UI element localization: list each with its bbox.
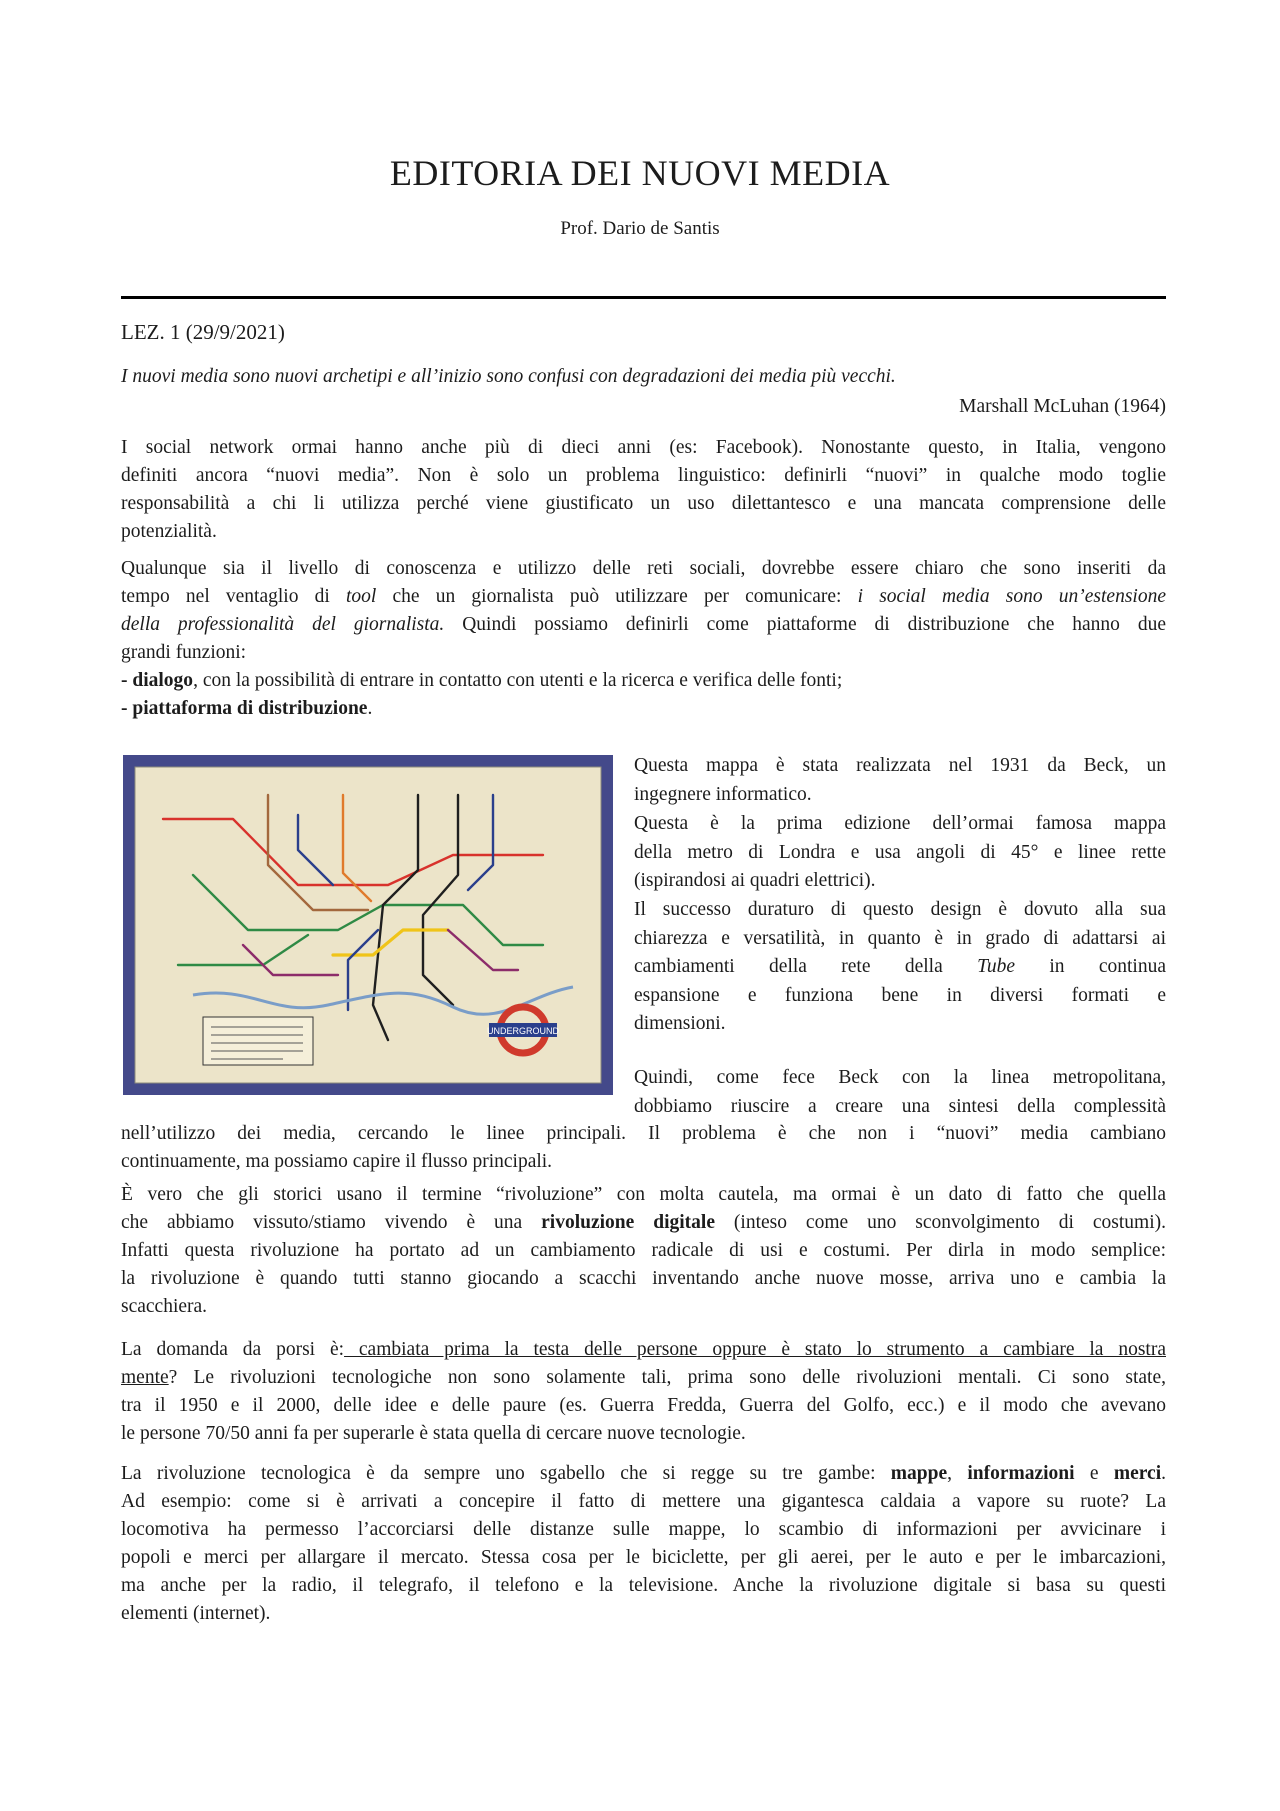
map-caption-4 bbox=[634, 1064, 1166, 1121]
text-line: Questa è la prima edizione dell’ormai famosa mappa bbox=[634, 813, 1166, 834]
text-line: È vero che gli storici usano il termine “rivoluzione” con molta cautela, ma ormai è un dato di fatto che quella bbox=[121, 1184, 1166, 1205]
paragraph-3 bbox=[121, 1120, 1166, 1176]
text-line: Il successo duraturo di questo design è dovuto alla sua bbox=[634, 899, 1166, 920]
text-line: tra il 1950 e il 2000, delle idee e delle paure (es. Guerra Fredda, Guerra del Golfo, ecc.) e il modo che avevano bbox=[121, 1395, 1166, 1416]
map-caption-2 bbox=[634, 810, 1166, 896]
text-line: espansione e funziona bene in diversi formati e bbox=[634, 984, 1166, 1006]
epigraph-author: Marshall McLuhan (1964) bbox=[959, 396, 1166, 417]
paragraph-5 bbox=[121, 1336, 1166, 1448]
text-line: ma anche per la radio, il telegrafo, il telefono e la televisione. Anche la rivoluzione digitale si basa su questi bbox=[121, 1575, 1166, 1596]
list-item-piattaforma: - piattaforma di distribuzione. bbox=[121, 698, 373, 719]
text-line: Qualunque sia il livello di conoscenza e utilizzo delle reti sociali, dovrebbe essere chiaro che sono inseriti da bbox=[121, 558, 1166, 579]
title-divider bbox=[121, 296, 1166, 299]
text-line: grandi funzioni: bbox=[121, 642, 247, 663]
text-line: dobbiamo riuscire a creare una sintesi della complessità bbox=[634, 1095, 1166, 1117]
text-line: elementi (internet). bbox=[121, 1603, 271, 1624]
text-line: La rivoluzione tecnologica è da sempre uno sgabello che si regge su tre gambe: mappe, informazioni e merci. bbox=[121, 1463, 1166, 1484]
text-line: ingegnere informatico. bbox=[634, 783, 812, 805]
text-line: popoli e merci per allargare il mercato. Stessa cosa per le biciclette, per gli aerei, per le auto e per le imbarcazioni, bbox=[121, 1547, 1166, 1568]
list-item-dialogo: - dialogo, con la possibilità di entrare in contatto con utenti e la ricerca e verifica delle fonti; bbox=[121, 670, 843, 691]
text-line: le persone 70/50 anni fa per superarle è stata quella di cercare nuove tecnologie. bbox=[121, 1423, 746, 1444]
text-line: la rivoluzione è quando tutti stanno giocando a scacchi inventando anche nuove mosse, arriva uno e cambia la bbox=[121, 1268, 1166, 1289]
text-line: della metro di Londra e usa angoli di 45° e linee rette bbox=[634, 841, 1166, 863]
paragraph-2 bbox=[121, 555, 1166, 723]
text-line: definiti ancora “nuovi media”. Non è solo un problema linguistico: definirli “nuovi” in qualche modo toglie bbox=[121, 465, 1166, 486]
text-line: Infatti questa rivoluzione ha portato ad un cambiamento radicale di usi e costumi. Per dirla in modo semplice: bbox=[121, 1240, 1166, 1261]
text-line: (ispirandosi ai quadri elettrici). bbox=[634, 870, 876, 891]
text-line: continuamente, ma possiamo capire il flusso principali. bbox=[121, 1151, 553, 1172]
text-line: Quindi, come fece Beck con la linea metropolitana, bbox=[634, 1067, 1166, 1088]
epigraph-quote: I nuovi media sono nuovi archetipi e all’inizio sono confusi con degradazioni dei media più vecchi. bbox=[121, 366, 896, 387]
text-line: cambiamenti della rete della Tube in continua bbox=[634, 956, 1166, 977]
paragraph-1 bbox=[121, 434, 1166, 546]
text-line: La domanda da porsi è: cambiata prima la testa delle persone oppure è stato lo strumento a cambiare la nostra bbox=[121, 1339, 1166, 1360]
paragraph-6 bbox=[121, 1460, 1166, 1628]
text-line: chiarezza e versatilità, in quanto è in grado di adattarsi ai bbox=[634, 927, 1166, 949]
text-line: Ad esempio: come si è arrivati a concepire il fatto di mettere una gigantesca caldaia a vapore su ruote? La bbox=[121, 1491, 1166, 1512]
text-line: che abbiamo vissuto/stiamo vivendo è una rivoluzione digitale (inteso come uno sconvolgimento di costumi). bbox=[121, 1212, 1167, 1233]
document-author: Prof. Dario de Santis bbox=[560, 218, 720, 239]
text-line: locomotiva ha permesso l’accorciarsi delle distanze sulle mappe, lo scambio di informazioni per avvicinare i bbox=[121, 1519, 1166, 1540]
paragraph-4 bbox=[121, 1181, 1166, 1321]
text-line: mente? Le rivoluzioni tecnologiche non sono solamente tali, prima sono delle rivoluzioni mentali. Ci sono state, bbox=[121, 1367, 1166, 1388]
text-line: tempo nel ventaglio di tool che un giornalista può utilizzare per comunicare: i social media sono un’estensione bbox=[121, 586, 1166, 607]
text-line: potenzialità. bbox=[121, 521, 217, 542]
map-caption-1 bbox=[634, 752, 1166, 809]
map-caption-3 bbox=[634, 896, 1166, 1039]
text-line: I social network ormai hanno anche più di dieci anni (es: Facebook). Nonostante questo, in Italia, vengono bbox=[121, 437, 1166, 458]
text-line: Questa mappa è stata realizzata nel 1931 da Beck, un bbox=[634, 755, 1166, 776]
text-line: dimensioni. bbox=[634, 1013, 726, 1034]
text-line: nell’utilizzo dei media, cercando le linee principali. Il problema è che non i “nuovi” media cambiano bbox=[121, 1123, 1166, 1144]
underground-map-image bbox=[123, 755, 613, 1095]
text-line: della professionalità del giornalista. Quindi possiamo definirli come piattaforme di distribuzione che hanno due bbox=[121, 614, 1166, 635]
text-line: scacchiera. bbox=[121, 1296, 208, 1317]
lesson-heading: LEZ. 1 (29/9/2021) bbox=[121, 320, 285, 344]
underground-roundel-label: UNDERGROUND bbox=[487, 1026, 559, 1036]
document-title: EDITORIA DEI NUOVI MEDIA bbox=[389, 153, 891, 193]
text-line: responsabilità a chi li utilizza perché viene giustificato un uso dilettantesco e una mancata comprensione delle bbox=[121, 493, 1166, 514]
